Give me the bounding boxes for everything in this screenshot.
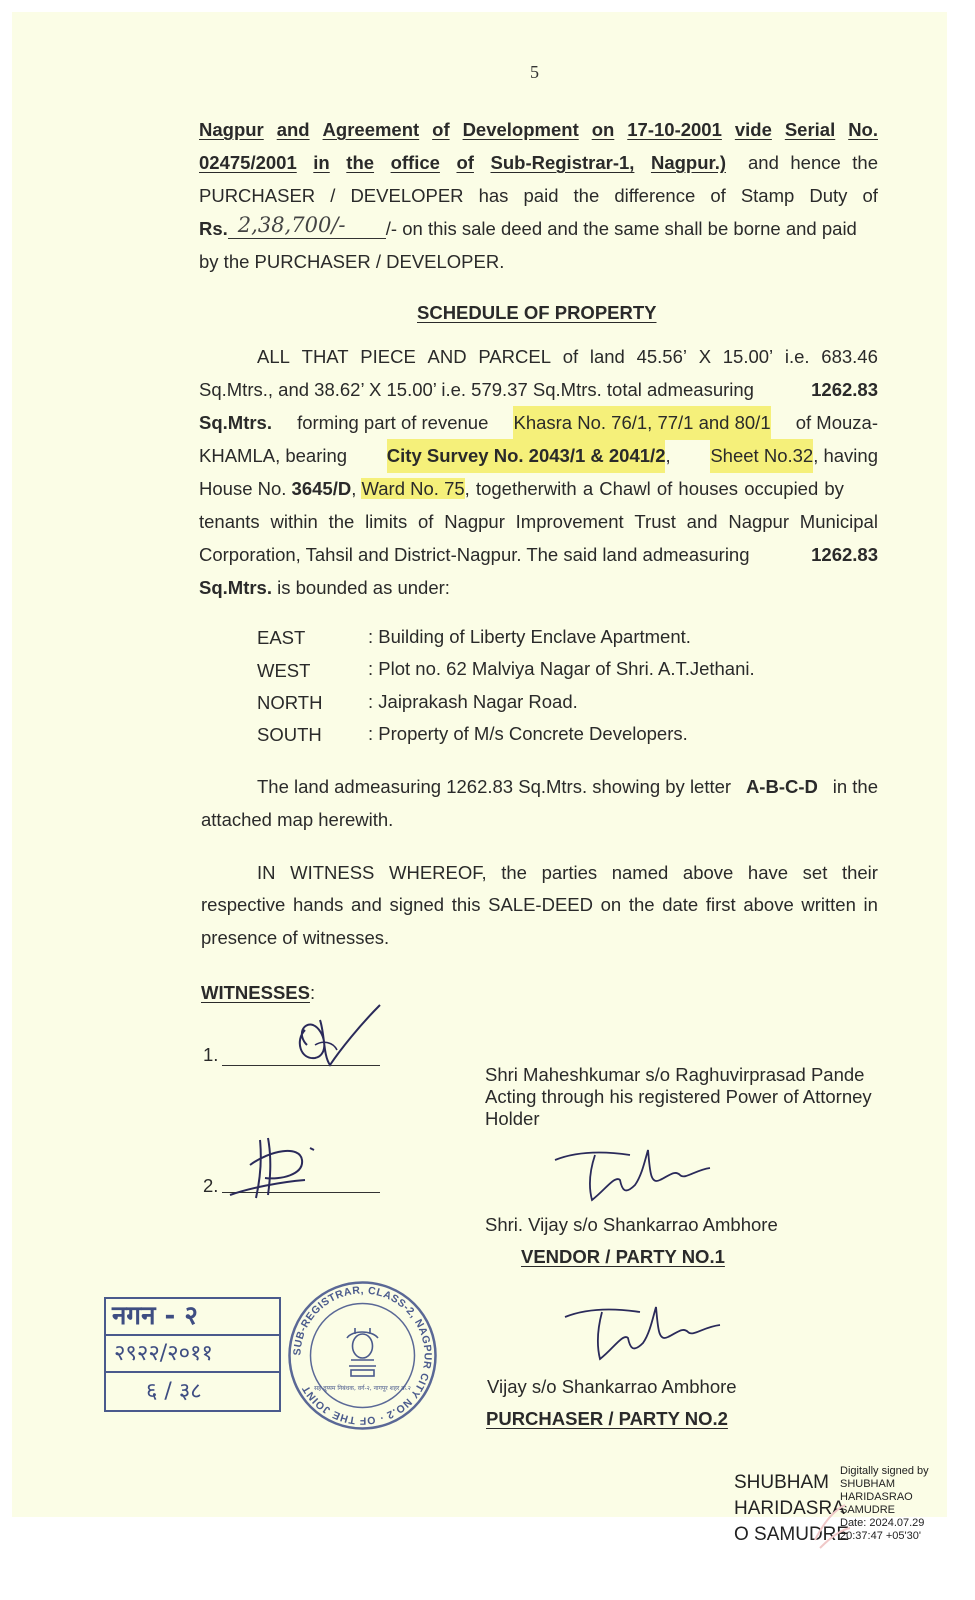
- schedule-l8-unit: Sq.Mtrs.: [199, 577, 272, 598]
- witness-para-l2-word: on: [600, 894, 622, 915]
- stamp-office-code: नगन - २: [106, 1299, 279, 1336]
- schedule-l3-mouza: of Mouza-: [795, 412, 878, 433]
- digital-signer-name-line-3: O SAMUDRE: [734, 1524, 850, 1545]
- ds-line-4: SAMUDRE: [840, 1504, 896, 1516]
- opening-l3-word: difference: [614, 185, 696, 206]
- opening-l2-word: the: [346, 152, 375, 173]
- opening-line-5: by the PURCHASER / DEVELOPER.: [199, 251, 505, 272]
- registration-stamp: [104, 1297, 281, 1412]
- opening-l2-rest-word: hence: [790, 152, 841, 173]
- ds-line-6: 20:37:47 +05'30': [840, 1530, 921, 1542]
- opening-l2-rest-word: the: [852, 152, 878, 173]
- schedule-l7-area: 1262.83: [811, 544, 878, 565]
- witness-para-l2-word: in: [863, 894, 878, 915]
- schedule-l1-word: 45.56’: [636, 346, 687, 367]
- schedule-l1-word: ALL: [257, 346, 290, 367]
- vendor-line-2: Acting through his registered Power of Attorney: [485, 1086, 872, 1107]
- opening-l1-word: vide: [734, 119, 772, 140]
- opening-line-4: [199, 212, 878, 246]
- digital-signature-check-mark: [800, 1500, 860, 1555]
- house-number: 3645/D: [291, 478, 352, 499]
- opening-l3-word: the: [573, 185, 600, 206]
- schedule-line-2: [199, 373, 878, 407]
- witness-2-number: 2.: [203, 1175, 219, 1196]
- schedule-l1-word: i.e.: [784, 346, 810, 367]
- witness-para-l2-word: and: [351, 894, 382, 915]
- opening-l1-word: on: [591, 119, 615, 140]
- schedule-l1-word: X: [698, 346, 712, 367]
- schedule-l4-comma: ,: [665, 445, 671, 466]
- witness-para-l2-word: written: [801, 894, 856, 915]
- witness-1-number: 1.: [203, 1044, 219, 1065]
- witness-para-l2-word: first: [705, 894, 736, 915]
- witness-para-l1-word: parties: [541, 862, 598, 883]
- land-line-2: attached map herewith.: [201, 809, 394, 830]
- opening-l3-word: PURCHASER: [199, 185, 316, 206]
- schedule-l6-word: Nagpur: [728, 511, 790, 532]
- witness-para-l1-word: set: [802, 862, 828, 883]
- ds-line-2: SHUBHAM: [840, 1478, 896, 1490]
- opening-l3-word: has: [478, 185, 509, 206]
- opening-l1-word: 17-10-2001: [627, 119, 722, 140]
- schedule-l2-area: 1262.83: [811, 379, 878, 400]
- page-number: 5: [530, 62, 539, 82]
- stamp-page-count: ६ / ३८: [146, 1379, 202, 1404]
- schedule-l8-text: is bounded as under:: [271, 577, 450, 598]
- vendor-line-1: Shri Maheshkumar s/o Raghuvirprasad Pande: [485, 1064, 865, 1085]
- opening-l3-word: Stamp: [740, 185, 795, 206]
- opening-l1-word: and: [276, 119, 310, 140]
- schedule-l1-word: AND: [427, 346, 467, 367]
- schedule-l1-word: THAT: [301, 346, 349, 367]
- schedule-l6-word: Nagpur: [444, 511, 505, 532]
- land-letters: A-B-C-D: [745, 776, 818, 797]
- witness-para-l2-word: respective: [201, 894, 286, 915]
- opening-l1-word: Development: [462, 119, 579, 140]
- opening-l2-word: Nagpur.): [650, 152, 726, 173]
- rs-suffix: /- on this sale deed and the same shall be borne and paid: [385, 218, 857, 239]
- schedule-line-7: [199, 538, 878, 572]
- land-l1-text: The land admeasuring 1262.83 Sq.Mtrs. showing by letter: [257, 776, 732, 797]
- opening-l2-word: of: [456, 152, 474, 173]
- stamp-duty-blank: [228, 213, 386, 239]
- opening-l3-word: Duty: [809, 185, 848, 206]
- boundary-value-north: : Jaiprakash Nagar Road.: [368, 691, 578, 712]
- vendor-signatory: Shri. Vijay s/o Shankarrao Ambhore: [485, 1214, 778, 1235]
- witness-para-l2-word: above: [743, 894, 794, 915]
- schedule-line-1: [257, 340, 878, 374]
- witnesses-label: WITNESSES: [201, 982, 310, 1003]
- vendor-line-3: Holder: [485, 1108, 540, 1129]
- digital-signer-name-line-2: HARIDASRA: [734, 1498, 845, 1519]
- opening-l1-word: of: [432, 119, 450, 140]
- witness-2-signature: [220, 1120, 330, 1205]
- boundary-label-north: NORTH: [257, 692, 323, 713]
- opening-l2-rest: [748, 146, 878, 180]
- boundary-value-east: : Building of Liberty Enclave Apartment.: [368, 626, 691, 647]
- schedule-l1-word: PARCEL: [478, 346, 551, 367]
- witness-para-l2-word: the: [628, 894, 655, 915]
- witness-para-l1-word: the: [501, 862, 527, 883]
- witness-para-l1-word: IN: [257, 862, 276, 883]
- seal-inner-text: सह दुय्यम निबंधक, वर्ग-२, नागपूर शहर क्र.२: [314, 1385, 411, 1392]
- boundary-label-east: EAST: [257, 627, 306, 648]
- rs-prefix: Rs.: [199, 218, 228, 239]
- city-survey-highlight: City Survey No. 2043/1 & 2041/2: [387, 439, 666, 473]
- opening-l1-word: No.: [848, 119, 878, 140]
- schedule-line-4: [199, 439, 878, 473]
- witness-para-l1-word: named: [611, 862, 669, 883]
- schedule-l3-text: forming part of revenue: [297, 412, 489, 433]
- schedule-l6-word: within: [270, 511, 318, 532]
- land-l1-end: in the: [832, 776, 878, 797]
- schedule-l1-word: 15.00’: [722, 346, 774, 367]
- opening-l1-word: Serial: [784, 119, 836, 140]
- opening-l3-word: paid: [523, 185, 559, 206]
- purchaser-role: PURCHASER / PARTY NO.2: [486, 1408, 728, 1429]
- schedule-l3-unit: Sq.Mtrs.: [199, 412, 272, 433]
- schedule-l1-word: land: [589, 346, 625, 367]
- witness-para-l2-word: signed: [389, 894, 445, 915]
- opening-l2-underlined: [199, 146, 726, 180]
- vendor-role: VENDOR / PARTY NO.1: [521, 1246, 725, 1267]
- schedule-line-8: [199, 571, 450, 605]
- boundary-label-west: WEST: [257, 660, 311, 681]
- witness-para-l1-word: WITNESS: [290, 862, 375, 883]
- land-line-1: [257, 770, 878, 804]
- schedule-line-3: [199, 406, 878, 440]
- witness-para-line-2: [201, 888, 878, 922]
- schedule-line-5: [199, 472, 844, 506]
- schedule-l6-word: the: [328, 511, 355, 532]
- witness-para-l2-word: hands: [292, 894, 344, 915]
- schedule-l7-text: Corporation, Tahsil and District-Nagpur. The said land admeasuring: [199, 544, 750, 565]
- opening-l2-word: office: [390, 152, 440, 173]
- schedule-l2-text: Sq.Mtrs., and 38.62’ X 15.00’ i.e. 579.37 Sq.Mtrs. total admeasuring: [199, 379, 754, 400]
- opening-line-1: [199, 113, 878, 147]
- schedule-l5-comma: ,: [351, 478, 357, 499]
- opening-l1-word: Nagpur: [199, 119, 264, 140]
- opening-l2-rest-word: and: [748, 152, 779, 173]
- witness-para-l2-word: SALE-DEED: [488, 894, 593, 915]
- schedule-l6-word: Trust: [634, 511, 676, 532]
- schedule-l1-word: of: [562, 346, 579, 367]
- boundary-label-south: SOUTH: [257, 724, 322, 745]
- witnesses-colon: :: [309, 982, 316, 1003]
- schedule-l1-word: PIECE: [360, 346, 416, 367]
- stamp-duty-amount-handwritten: 2,38,700/-: [237, 213, 346, 237]
- opening-l3-word: of: [862, 185, 878, 206]
- schedule-l6-word: limits: [365, 511, 408, 532]
- opening-l2-word: in: [313, 152, 330, 173]
- opening-l3-word: of: [710, 185, 726, 206]
- schedule-l6-word: and: [686, 511, 718, 532]
- boundary-value-west: : Plot no. 62 Malviya Nagar of Shri. A.T.Jethani.: [368, 658, 755, 679]
- opening-l2-word: 02475/2001: [199, 152, 297, 173]
- ds-line-1: Digitally signed by: [840, 1465, 929, 1477]
- opening-l3-word: DEVELOPER: [350, 185, 464, 206]
- witness-para-l1-word: WHEREOF,: [389, 862, 487, 883]
- witness-para-line-1: [257, 856, 878, 890]
- schedule-l4-text: KHAMLA, bearing: [199, 445, 348, 466]
- schedule-heading: SCHEDULE OF PROPERTY: [417, 302, 657, 323]
- witness-para-l2-word: date: [662, 894, 699, 915]
- ds-line-3: HARIDASRAO: [840, 1491, 913, 1503]
- opening-l3-word: /: [330, 185, 336, 206]
- opening-line-2: [199, 146, 878, 180]
- schedule-l6-word: tenants: [199, 511, 260, 532]
- opening-l1-word: Agreement: [322, 119, 420, 140]
- house-label: House No.: [199, 478, 287, 499]
- vendor-signature: [550, 1140, 720, 1215]
- ds-line-5: Date: 2024.07.29: [840, 1517, 925, 1529]
- schedule-l6-word: of: [417, 511, 434, 532]
- svg-text:SUB-REGISTRAR, CLASS-2, NAGPUR: [291, 1284, 433, 1426]
- opening-l2-word: Sub-Registrar-1,: [490, 152, 635, 173]
- schedule-line-6: [199, 505, 878, 539]
- schedule-l6-word: Improvement: [515, 511, 624, 532]
- digital-signer-name-line-1: SHUBHAM: [734, 1472, 830, 1493]
- boundary-value-south: : Property of M/s Concrete Developers.: [368, 723, 688, 744]
- purchaser-signature: [560, 1295, 730, 1370]
- witness-para-l2-word: this: [451, 894, 481, 915]
- stamp-document-number: २९२२/२०११: [106, 1336, 279, 1373]
- schedule-l5-rest: , togetherwith a Chawl of houses occupied by: [464, 478, 844, 499]
- ward-highlight: Ward No. 75: [361, 478, 465, 499]
- schedule-l1-word: 683.46: [821, 346, 878, 367]
- witness-1-signature: [285, 1000, 395, 1080]
- witness-para-l1-word: above: [682, 862, 734, 883]
- seal-ring-text: SUB-REGISTRAR, CLASS-2, NAGPUR CITY NO.2 · OF THE JOINT: [291, 1284, 434, 1427]
- purchaser-signatory: Vijay s/o Shankarrao Ambhore: [487, 1376, 737, 1397]
- witness-para-l1-word: have: [747, 862, 789, 883]
- witness-para-line-3: presence of witnesses.: [201, 927, 390, 948]
- schedule-l4-having: , having: [813, 445, 878, 466]
- schedule-l6-word: Municipal: [799, 511, 878, 532]
- sub-registrar-seal: [285, 1278, 440, 1433]
- witness-para-l1-word: their: [841, 862, 878, 883]
- sheet-highlight: Sheet No.32: [710, 439, 813, 473]
- khasra-highlight: Khasra No. 76/1, 77/1 and 80/1: [513, 406, 770, 440]
